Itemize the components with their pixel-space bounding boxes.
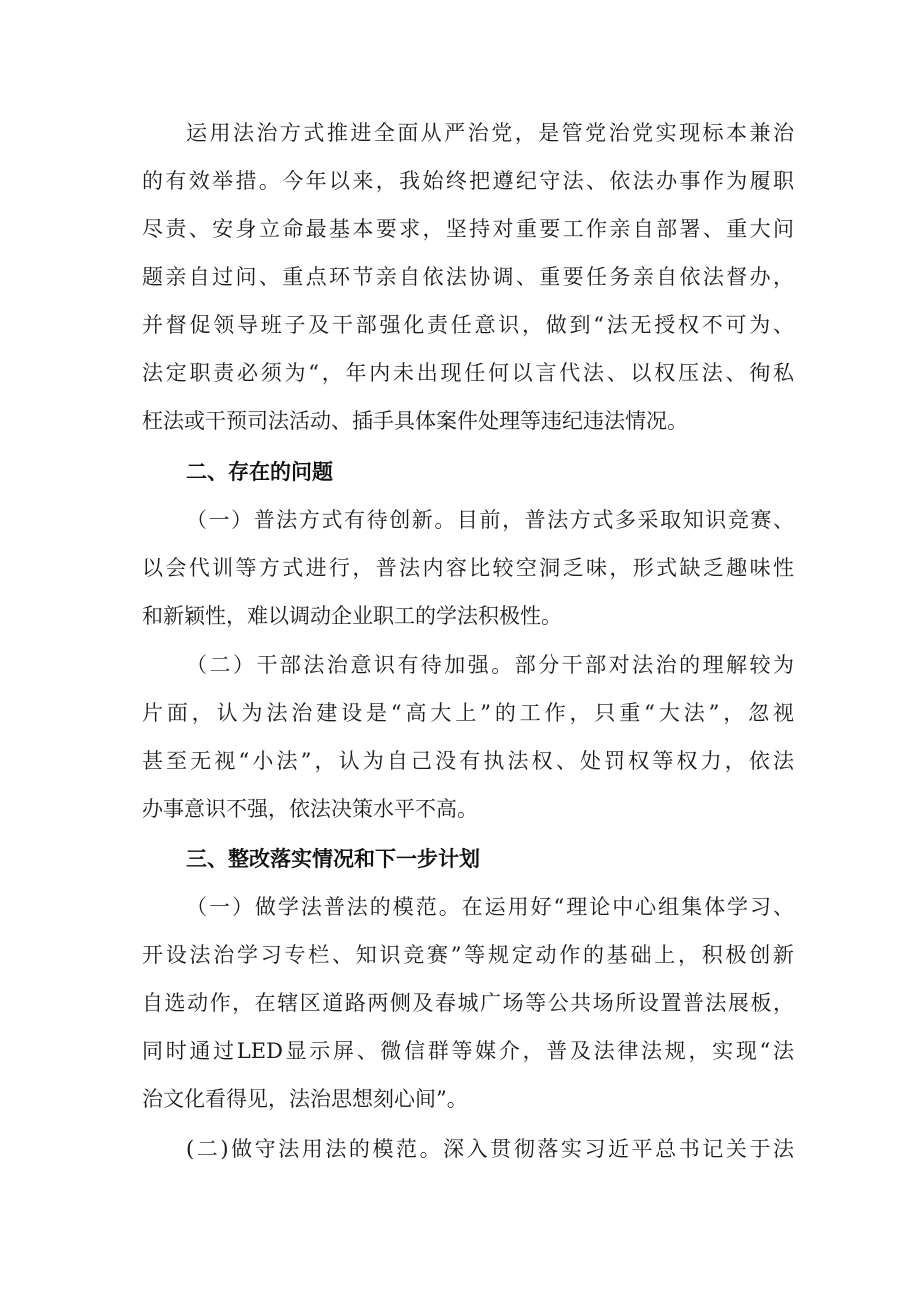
text-line: 自选动作，在辖区道路两侧及春城广场等公共场所设置普法展板， <box>142 991 794 1015</box>
text-line: （一）普法方式有待创新。目前，普法方式多采取知识竞赛、 <box>186 508 794 532</box>
text-line: 和新颖性，难以调动企业职工的学法积极性。 <box>142 604 562 628</box>
text-line: 尽责、安身立命最基本要求，坚持对重要工作亲自部署、重大问 <box>142 217 794 241</box>
section-heading-problems: 二、存在的问题 <box>186 460 333 484</box>
text-line: 开设法治学习专栏、知识竞赛”等规定动作的基础上，积极创新 <box>142 943 794 967</box>
text-line: 办事意识不强，依法决策水平不高。 <box>142 797 478 821</box>
text-line: 甚至无视“小法”，认为自己没有执法权、处罚权等权力，依法 <box>142 749 794 773</box>
section-heading-rectification: 三、整改落实情况和下一步计划 <box>186 847 480 871</box>
text-line: 同时通过LED显示屏、微信群等媒介，普及法律法规，实现“法 <box>142 1039 794 1063</box>
paragraph-plan-1 <box>142 883 794 1123</box>
text-line: 运用法治方式推进全面从严治党，是管党治党实现标本兼治 <box>186 121 794 145</box>
text-line: 治文化看得见，法治思想刻心间”。 <box>142 1087 468 1111</box>
text-line: 法定职责必须为“，年内未出现任何以言代法、以权压法、徇私 <box>142 361 794 385</box>
text-line: 枉法或干预司法活动、插手具体案件处理等违纪违法情况。 <box>142 409 688 433</box>
text-line: 以会代训等方式进行，普法内容比较空洞乏味，形式缺乏趣味性 <box>142 556 794 580</box>
text-line: (二)做守法用法的模范。深入贯彻落实习近平总书记关于法 <box>186 1137 794 1161</box>
paragraph-problem-2 <box>142 641 794 833</box>
text-line: （一）做学法普法的模范。在运用好“理论中心组集体学习、 <box>186 895 794 919</box>
text-line: 并督促领导班子及干部强化责任意识，做到“法无授权不可为、 <box>142 313 794 337</box>
paragraph-legal-governance <box>142 109 794 445</box>
text-line: 片面，认为法治建设是“高大上”的工作，只重“大法”，忽视 <box>142 701 794 725</box>
text-line: 的有效举措。今年以来，我始终把遵纪守法、依法办事作为履职 <box>142 169 794 193</box>
text-line: （二）干部法治意识有待加强。部分干部对法治的理解较为 <box>186 653 794 677</box>
paragraph-plan-2 <box>142 1125 794 1173</box>
text-line: 题亲自过问、重点环节亲自依法协调、重要任务亲自依法督办， <box>142 265 794 289</box>
paragraph-problem-1 <box>142 496 794 640</box>
